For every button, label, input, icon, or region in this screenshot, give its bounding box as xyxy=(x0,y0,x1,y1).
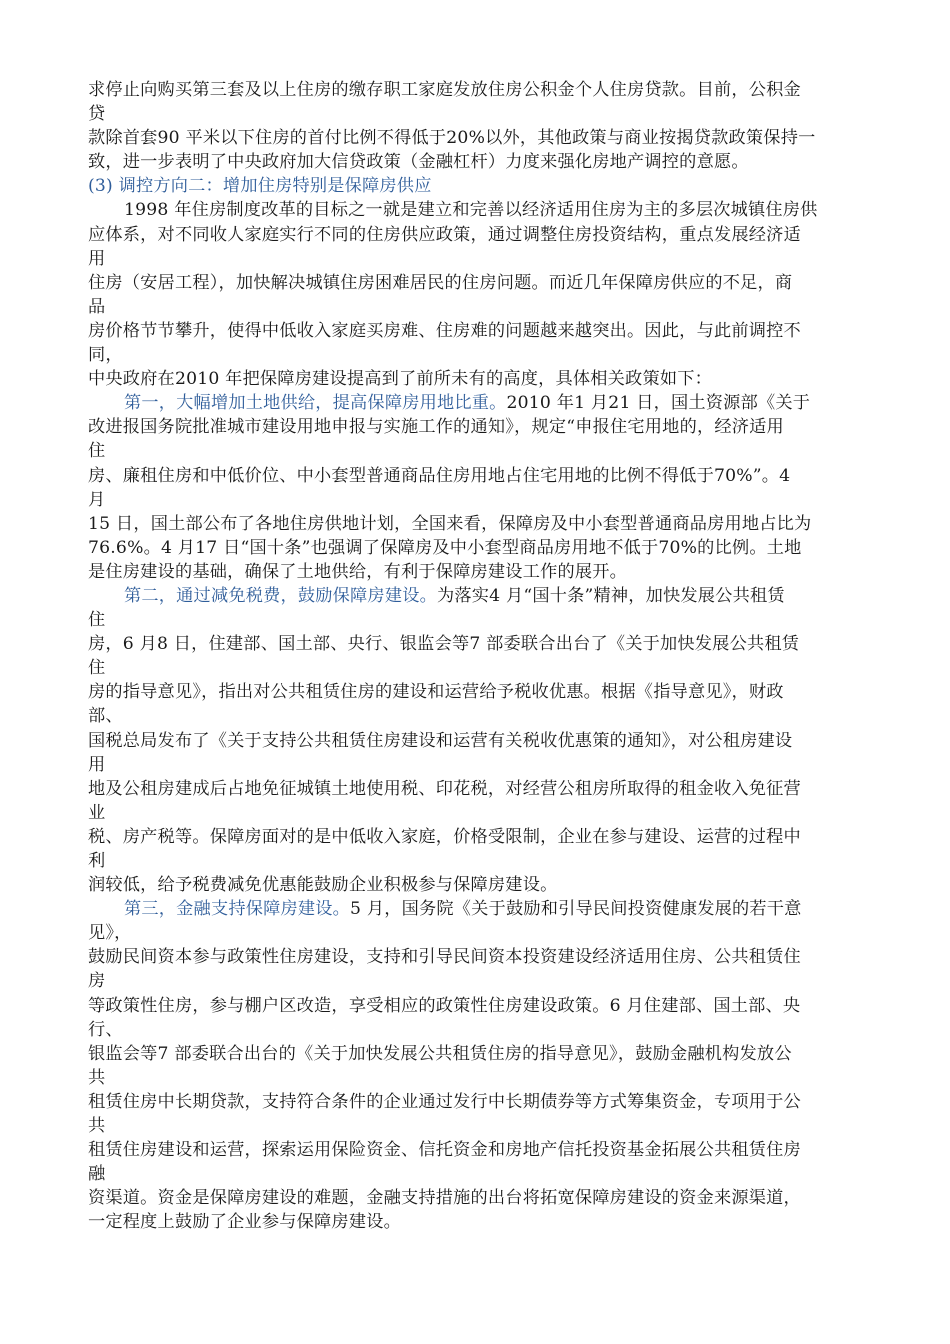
body-text: 税、房产税等。保障房面对的是中低收入家庭，价格受限制，企业在参与建设、运营的过程中 xyxy=(88,826,801,847)
body-text: 是住房建设的基础，确保了土地供给，有利于保障房建设工作的展开。 xyxy=(88,561,628,582)
body-text: 贷 xyxy=(88,104,106,125)
body-text: 改进报国务院批准城市建设用地申报与实施工作的通知》，规定“申报住宅用地的，经济适用 xyxy=(88,417,784,438)
text-line xyxy=(88,150,878,174)
body-text: 地及公租房建成后占地免征城镇土地使用税、印花税，对经营公租房所取得的租金收入免征营 xyxy=(88,778,801,799)
section-heading-line xyxy=(88,897,878,921)
text-line xyxy=(88,632,878,656)
body-text: 业 xyxy=(88,802,106,823)
text-line xyxy=(88,729,878,753)
text-line xyxy=(88,1210,878,1234)
text-line xyxy=(88,295,878,319)
body-text: 用 xyxy=(88,754,106,775)
text-line xyxy=(88,994,878,1018)
text-line xyxy=(88,1018,878,1042)
text-line xyxy=(88,319,878,343)
text-line xyxy=(88,102,878,126)
text-line xyxy=(88,921,878,945)
body-text: 致，进一步表明了中央政府加大信贷政策（金融杠杆）力度来强化房地产调控的意愿。 xyxy=(88,152,749,173)
text-line xyxy=(88,825,878,849)
body-text: 租赁住房建设和运营，探索运用保险资金、信托资金和房地产信托投资基金拓展公共租赁住房 xyxy=(88,1140,801,1161)
body-text: 住 xyxy=(88,610,106,631)
body-text: 住 xyxy=(88,441,106,462)
body-text: 房、廉租住房和中低价位、中小套型普通商品住房用地占住宅用地的比例不得低于70%”。4 xyxy=(88,465,791,486)
body-text: 住房（安居工程），加快解决城镇住房困难居民的住房问题。而近几年保障房供应的不足，商 xyxy=(88,272,793,293)
text-line xyxy=(88,223,878,247)
body-text: 部、 xyxy=(88,706,123,727)
text-line xyxy=(88,367,878,391)
blue-heading-text: 第一，大幅增加土地供给，提高保障房用地比重。 xyxy=(124,393,507,414)
text-line xyxy=(88,464,878,488)
section-heading-line xyxy=(88,174,878,198)
body-text: 资渠道。资金是保障房建设的难题，金融支持措施的出台将拓宽保障房建设的资金来源渠道， xyxy=(88,1188,801,1209)
blue-heading-text: 第二，通过减免税费，鼓励保障房建设。 xyxy=(124,585,437,606)
body-text: 行、 xyxy=(88,1019,123,1040)
text-line xyxy=(88,247,878,271)
body-text: 共 xyxy=(88,1116,106,1137)
body-text: 银监会等7 部委联合出台的《关于加快发展公共租赁住房的指导意见》，鼓励金融机构发放公 xyxy=(88,1043,792,1064)
body-text: 房 xyxy=(88,971,106,992)
body-text: 15 日，国土部公布了各地住房供地计划，全国来看，保障房及中小套型普通商品房用地占比为 xyxy=(88,513,812,534)
body-text: 2010 年1 月21 日，国土资源部《关于 xyxy=(506,393,811,414)
text-line xyxy=(88,415,878,439)
text-line xyxy=(88,801,878,825)
text-line xyxy=(88,1114,878,1138)
body-text: 5 月，国务院《关于鼓励和引导民间投资健康发展的若干意 xyxy=(350,899,802,920)
body-text: 品 xyxy=(88,296,106,317)
body-text: 月 xyxy=(88,489,106,510)
text-line xyxy=(88,777,878,801)
body-text: 利 xyxy=(88,851,106,871)
text-line xyxy=(88,680,878,704)
text-line xyxy=(88,969,878,993)
text-line xyxy=(88,512,878,536)
text-line xyxy=(88,873,878,897)
body-text: 共 xyxy=(88,1067,106,1088)
text-line xyxy=(88,1162,878,1186)
body-text: 租赁住房中长期贷款，支持符合条件的企业通过发行中长期债券等方式筹集资金，专项用于公 xyxy=(88,1091,801,1112)
body-text: 国税总局发布了《关于支持公共租赁住房建设和运营有关税收优惠策的通知》，对公租房建设 xyxy=(88,730,793,751)
text-line xyxy=(88,1186,878,1210)
body-text: 等政策性住房，参与棚户区改造，享受相应的政策性住房建设政策。6 月住建部、国土部、央 xyxy=(88,995,801,1016)
body-text: 见》， xyxy=(88,923,132,944)
text-line xyxy=(88,536,878,560)
section-heading-line xyxy=(88,584,878,608)
body-text: 求停止向购买第三套及以上住房的缴存职工家庭发放住房公积金个人住房贷款。目前，公积金 xyxy=(88,80,801,100)
text-line xyxy=(88,126,878,150)
text-line xyxy=(88,488,878,512)
body-text: 1998 年住房制度改革的目标之一就是建立和完善以经济适用住房为主的多层次城镇住房供 xyxy=(124,200,818,221)
body-text: 一定程度上鼓励了企业参与保障房建设。 xyxy=(88,1212,401,1233)
blue-heading-text: (3) 调控方向二：增加住房特别是保障房供应 xyxy=(88,176,432,197)
body-text: 用 xyxy=(88,248,106,269)
text-line xyxy=(88,560,878,584)
text-line xyxy=(88,656,878,680)
body-text: 鼓励民间资本参与政策性住房建设，支持和引导民间资本投资建设经济适用住房、公共租赁住 xyxy=(88,947,801,968)
body-text: 为落实4 月“国十条”精神，加快发展公共租赁 xyxy=(436,585,785,606)
text-line xyxy=(88,1090,878,1114)
text-line xyxy=(88,343,878,367)
text-line xyxy=(88,608,878,632)
text-line xyxy=(88,1042,878,1066)
text-line xyxy=(88,78,878,102)
text-line xyxy=(88,753,878,777)
section-heading-line xyxy=(88,391,878,415)
body-text: 同， xyxy=(88,345,123,366)
body-text: 润较低，给予税费减免优惠能鼓励企业积极参与保障房建设。 xyxy=(88,875,558,896)
body-text: 76.6%。4 月17 日“国十条”也强调了保障房及中小套型商品房用地不低于70%的比例。土地 xyxy=(88,537,802,558)
body-text: 房的指导意见》，指出对公共租赁住房的建设和运营给予税收优惠。根据《指导意见》，财政 xyxy=(88,682,784,703)
body-text: 融 xyxy=(88,1164,106,1185)
text-line xyxy=(88,271,878,295)
text-line xyxy=(88,1138,878,1162)
text-line xyxy=(88,849,878,873)
text-line xyxy=(88,945,878,969)
body-text: 房，6 月8 日，住建部、国土部、央行、银监会等7 部委联合出台了《关于加快发展公共租赁 xyxy=(88,634,800,655)
body-text: 应体系，对不同收人家庭实行不同的住房供应政策，通过调整住房投资结构，重点发展经济适 xyxy=(88,224,801,245)
document-page xyxy=(88,78,878,1235)
text-line xyxy=(88,439,878,463)
body-text: 款除首套90 平米以下住房的首付比例不得低于20%以外，其他政策与商业按揭贷款政策保持一 xyxy=(88,128,816,149)
body-text: 住 xyxy=(88,658,106,679)
body-text: 中央政府在2010 年把保障房建设提高到了前所未有的高度，具体相关政策如下： xyxy=(88,369,712,390)
blue-heading-text: 第三，金融支持保障房建设。 xyxy=(124,899,351,920)
text-line xyxy=(88,198,878,222)
text-line xyxy=(88,704,878,728)
body-text: 房价格节节攀升，使得中低收入家庭买房难、住房难的问题越来越突出。因此，与此前调控不 xyxy=(88,320,801,341)
text-line xyxy=(88,1066,878,1090)
